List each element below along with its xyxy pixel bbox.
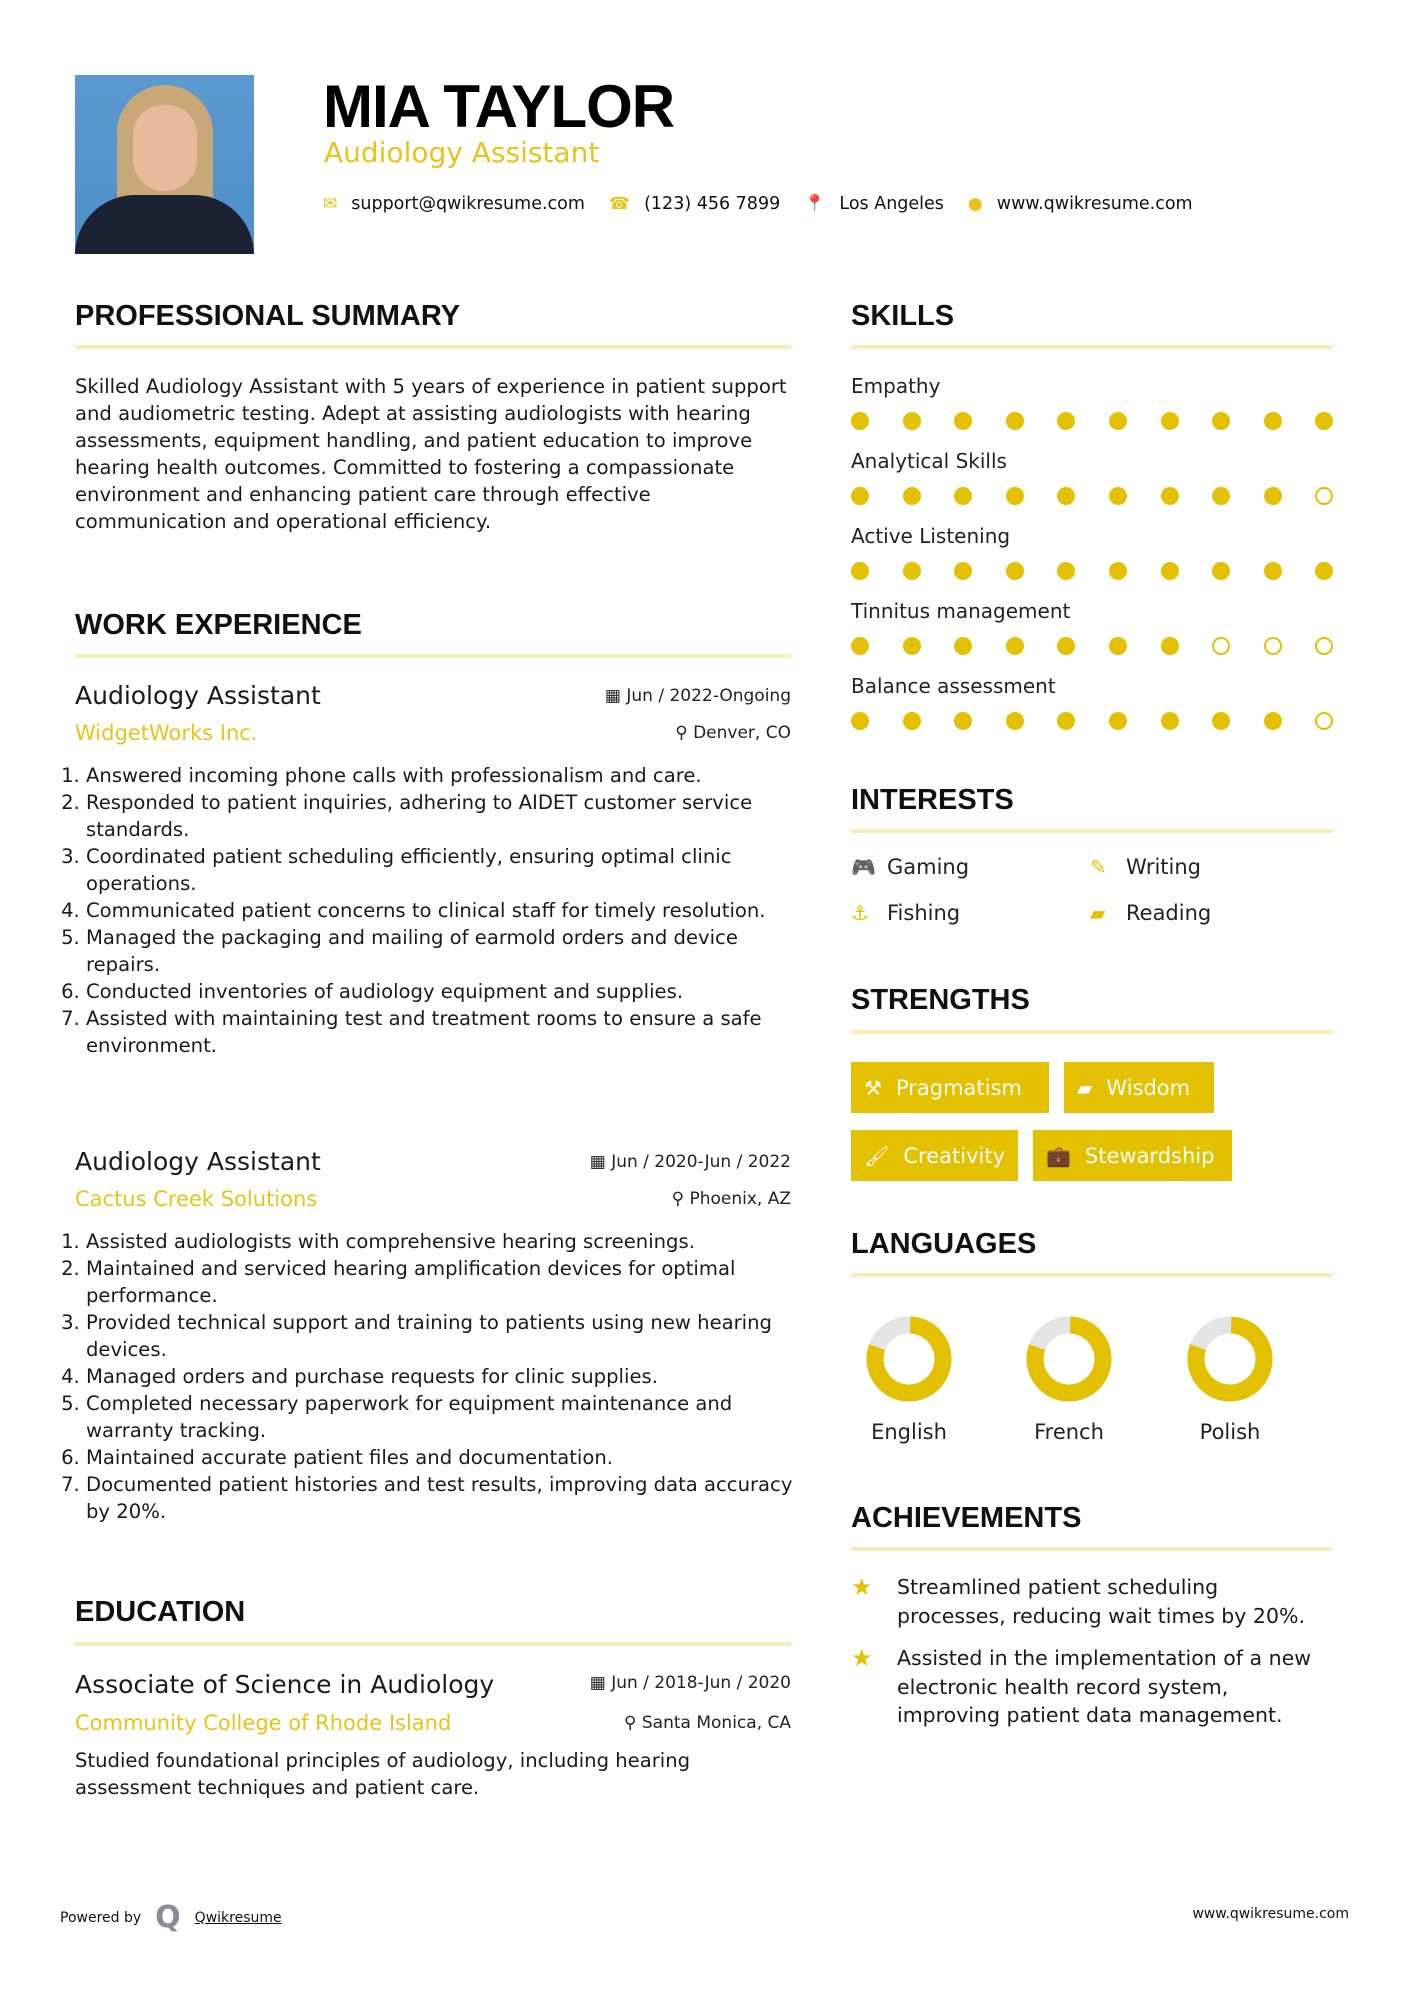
skill-rating-dot bbox=[1006, 712, 1024, 730]
skill-rating-dot bbox=[1057, 562, 1075, 580]
skill-rating-dot bbox=[1264, 487, 1282, 505]
achievement-item: ★ Streamlined patient scheduling processes, reducing wait times by 20%. bbox=[851, 1573, 1333, 1630]
skill-rating-dot bbox=[1212, 712, 1230, 730]
achievements-heading: ACHIEVEMENTS bbox=[851, 1502, 1082, 1534]
education-date: ▦ Jun / 2018-Jun / 2020 bbox=[589, 1673, 791, 1693]
skill-rating-dot bbox=[1315, 487, 1333, 505]
skill-rating-dot bbox=[1109, 637, 1127, 655]
skill-rating-dot bbox=[903, 412, 921, 430]
skill-rating-dot bbox=[1109, 712, 1127, 730]
duty-item: 6. Conducted inventories of audiology equipment and supplies. bbox=[86, 978, 793, 1005]
anchor-icon: ⚓ bbox=[851, 901, 869, 925]
brand-link[interactable]: Qwikresume bbox=[194, 1909, 282, 1926]
experience-heading: WORK EXPERIENCE bbox=[75, 609, 362, 641]
summary-text: Skilled Audiology Assistant with 5 years of experience in patient support and audiometric testing. Adept at assisting audiologists with hearing assessments, equipment handling, and patient education to improve hearing health outcomes. Committed to fostering a compassionate environment and enhancing patient care through effective communication and operational efficiency. bbox=[75, 375, 787, 533]
languages-heading: LANGUAGES bbox=[851, 1228, 1037, 1260]
pencil-icon: ✎ bbox=[1090, 855, 1107, 879]
school-name: Community College of Rhode Island bbox=[75, 1711, 452, 1735]
divider bbox=[851, 1030, 1333, 1034]
duty-item: 7. Assisted with maintaining test and treatment rooms to ensure a safe environment. bbox=[86, 1005, 793, 1059]
education-location: ⚲ Santa Monica, CA bbox=[624, 1713, 791, 1733]
skill-rating-dot bbox=[1161, 487, 1179, 505]
divider bbox=[75, 345, 791, 349]
candidate-title: Audiology Assistant bbox=[324, 136, 600, 169]
duty-item: 3. Provided technical support and training to patients using new hearing devices. bbox=[86, 1309, 793, 1363]
skill-rating-dot bbox=[1057, 412, 1075, 430]
company-name: WidgetWorks Inc. bbox=[75, 721, 258, 745]
skill-rating-dot bbox=[1161, 412, 1179, 430]
candidate-name: MIA TAYLOR bbox=[323, 73, 675, 140]
skill-rating-dot bbox=[1161, 637, 1179, 655]
strength-badge: 🖌 Creativity bbox=[851, 1130, 1018, 1181]
duty-item: 4. Communicated patient concerns to clinical staff for timely resolution. bbox=[86, 897, 793, 924]
divider bbox=[75, 1642, 791, 1646]
skill-rating-dot bbox=[1315, 712, 1333, 730]
contact-website[interactable]: www.qwikresume.com bbox=[996, 194, 1193, 214]
star-icon: ★ bbox=[851, 1644, 873, 1672]
contact-location: Los Angeles bbox=[839, 194, 944, 214]
contact-bar bbox=[323, 194, 1217, 214]
pin-icon: ⚲ bbox=[675, 723, 694, 743]
skill-rating-dot bbox=[1264, 562, 1282, 580]
strengths-heading: STRENGTHS bbox=[851, 984, 1030, 1016]
skill-rating-dot bbox=[851, 637, 869, 655]
skill-rating-dot bbox=[1161, 712, 1179, 730]
skill-rating-dot bbox=[1315, 637, 1333, 655]
duty-item: 5. Completed necessary paperwork for equipment maintenance and warranty tracking. bbox=[86, 1390, 793, 1444]
skill-rating-dot bbox=[903, 637, 921, 655]
duty-item: 2. Maintained and serviced hearing amplification devices for optimal performance. bbox=[86, 1255, 793, 1309]
divider bbox=[75, 654, 791, 658]
briefcase-icon: 💼 bbox=[1046, 1143, 1071, 1168]
interest-reading: ▰ Reading bbox=[1090, 901, 1212, 925]
globe-icon: ● bbox=[967, 194, 983, 214]
job-date: ▦ Jun / 2022-Ongoing bbox=[604, 686, 791, 706]
skill-rating-dot bbox=[903, 562, 921, 580]
skill-rating-dot bbox=[1057, 637, 1075, 655]
skill-rating-dot bbox=[954, 487, 972, 505]
duty-item: 6. Maintained accurate patient files and documentation. bbox=[86, 1444, 793, 1471]
job-location: ⚲ Phoenix, AZ bbox=[671, 1189, 791, 1209]
star-icon: ★ bbox=[851, 1573, 873, 1601]
duty-item: 1. Answered incoming phone calls with professionalism and care. bbox=[86, 762, 793, 789]
contact-email[interactable]: support@qwikresume.com bbox=[351, 194, 585, 214]
phone-icon: ☎ bbox=[608, 194, 631, 214]
skill-rating-dot bbox=[1264, 637, 1282, 655]
skill-rating-dot bbox=[1109, 562, 1127, 580]
skill-rating-dot bbox=[903, 712, 921, 730]
skill-rating-dot bbox=[1315, 412, 1333, 430]
job-duties bbox=[68, 762, 793, 1059]
divider bbox=[851, 1273, 1333, 1277]
skill-rating-dot bbox=[1161, 562, 1179, 580]
language-name: Polish bbox=[1199, 1420, 1261, 1444]
strength-badge: ⚒ Pragmatism bbox=[851, 1062, 1049, 1113]
gamepad-icon: 🎮 bbox=[851, 855, 876, 879]
skill-rating-dot bbox=[954, 562, 972, 580]
skill-rating-dot bbox=[1006, 562, 1024, 580]
job-duties bbox=[68, 1228, 793, 1525]
skill-rating-dot bbox=[1006, 487, 1024, 505]
skill-rating-dot bbox=[1264, 412, 1282, 430]
strength-badge: ▰ Wisdom bbox=[1064, 1062, 1214, 1113]
education-heading: EDUCATION bbox=[75, 1596, 246, 1628]
skill-name: Empathy bbox=[851, 374, 941, 398]
language-name: English bbox=[871, 1420, 947, 1444]
skill-rating-dot bbox=[1264, 712, 1282, 730]
book-icon: ▰ bbox=[1090, 901, 1106, 925]
footer-site[interactable]: www.qwikresume.com bbox=[1192, 1906, 1349, 1922]
skill-rating-dot bbox=[954, 712, 972, 730]
duty-item: 1. Assisted audiologists with comprehensive hearing screenings. bbox=[86, 1228, 793, 1255]
skill-rating-dot bbox=[1212, 562, 1230, 580]
achievements-list bbox=[851, 1573, 1333, 1730]
skill-rating-dot bbox=[1315, 562, 1333, 580]
interest-gaming: 🎮 Gaming bbox=[851, 855, 970, 879]
skill-rating-dot bbox=[851, 712, 869, 730]
language-donut bbox=[1024, 1314, 1114, 1404]
map-marker-icon: 📍 bbox=[804, 194, 826, 214]
skill-name: Balance assessment bbox=[851, 674, 1056, 698]
skill-rating-dot bbox=[1212, 412, 1230, 430]
duty-item: 5. Managed the packaging and mailing of earmold orders and device repairs. bbox=[86, 924, 793, 978]
duty-item: 7. Documented patient histories and test results, improving data accuracy by 20%. bbox=[86, 1471, 793, 1525]
skill-rating-dot bbox=[954, 412, 972, 430]
skill-rating-dot bbox=[1057, 712, 1075, 730]
skill-name: Analytical Skills bbox=[851, 449, 1007, 473]
job-location: ⚲ Denver, CO bbox=[675, 723, 791, 743]
book-icon: ▰ bbox=[1077, 1075, 1093, 1100]
skill-rating-dot bbox=[1006, 637, 1024, 655]
skill-name: Tinnitus management bbox=[851, 599, 1071, 623]
gavel-icon: ⚒ bbox=[864, 1075, 882, 1100]
education-description: Studied foundational principles of audiology, including hearing assessment techniques and patient care. bbox=[75, 1749, 691, 1799]
skill-rating-dot bbox=[1212, 487, 1230, 505]
skill-rating-dot bbox=[1109, 412, 1127, 430]
strength-badge: 💼 Stewardship bbox=[1033, 1130, 1232, 1181]
skills-heading: SKILLS bbox=[851, 300, 955, 332]
company-name: Cactus Creek Solutions bbox=[75, 1187, 318, 1211]
language-name: French bbox=[1034, 1420, 1104, 1444]
skill-rating-dot bbox=[851, 487, 869, 505]
pin-icon: ⚲ bbox=[624, 1713, 642, 1733]
achievement-item: ★ Assisted in the implementation of a new electronic health record system, improving patient data management. bbox=[851, 1644, 1333, 1730]
duty-item: 4. Managed orders and purchase requests for clinic supplies. bbox=[86, 1363, 793, 1390]
interest-fishing: ⚓ Fishing bbox=[851, 901, 961, 925]
powered-by: Powered by Q Qwikresume bbox=[60, 1900, 282, 1935]
qwikresume-logo-icon: Q bbox=[155, 1900, 181, 1935]
pin-icon: ⚲ bbox=[671, 1189, 690, 1209]
interest-writing: ✎ Writing bbox=[1090, 855, 1201, 879]
summary-heading: PROFESSIONAL SUMMARY bbox=[75, 300, 461, 332]
paintbrush-icon: 🖌 bbox=[864, 1143, 890, 1168]
skill-name: Active Listening bbox=[851, 524, 1011, 548]
job-date: ▦ Jun / 2020-Jun / 2022 bbox=[589, 1152, 791, 1172]
language-donut bbox=[1185, 1314, 1275, 1404]
envelope-icon: ✉ bbox=[323, 194, 338, 214]
profile-photo bbox=[75, 75, 254, 254]
calendar-icon: ▦ bbox=[589, 1673, 612, 1693]
skill-rating-dot bbox=[954, 637, 972, 655]
interests-heading: INTERESTS bbox=[851, 784, 1014, 816]
skill-rating-dot bbox=[1006, 412, 1024, 430]
skill-rating-dot bbox=[851, 412, 869, 430]
contact-phone: (123) 456 7899 bbox=[644, 194, 781, 214]
degree-title: Associate of Science in Audiology bbox=[75, 1670, 495, 1699]
divider bbox=[851, 829, 1333, 833]
duty-item: 3. Coordinated patient scheduling efficiently, ensuring optimal clinic operations. bbox=[86, 843, 793, 897]
calendar-icon: ▦ bbox=[604, 686, 627, 706]
divider bbox=[851, 345, 1333, 349]
skill-rating-dot bbox=[1057, 487, 1075, 505]
divider bbox=[851, 1547, 1333, 1551]
skill-rating-dot bbox=[851, 562, 869, 580]
calendar-icon: ▦ bbox=[589, 1152, 612, 1172]
skill-rating-dot bbox=[1212, 637, 1230, 655]
job-title: Audiology Assistant bbox=[75, 1147, 321, 1176]
language-donut bbox=[864, 1314, 954, 1404]
skill-rating-dot bbox=[903, 487, 921, 505]
job-title: Audiology Assistant bbox=[75, 681, 321, 710]
duty-item: 2. Responded to patient inquiries, adhering to AIDET customer service standards. bbox=[86, 789, 793, 843]
skill-rating-dot bbox=[1109, 487, 1127, 505]
